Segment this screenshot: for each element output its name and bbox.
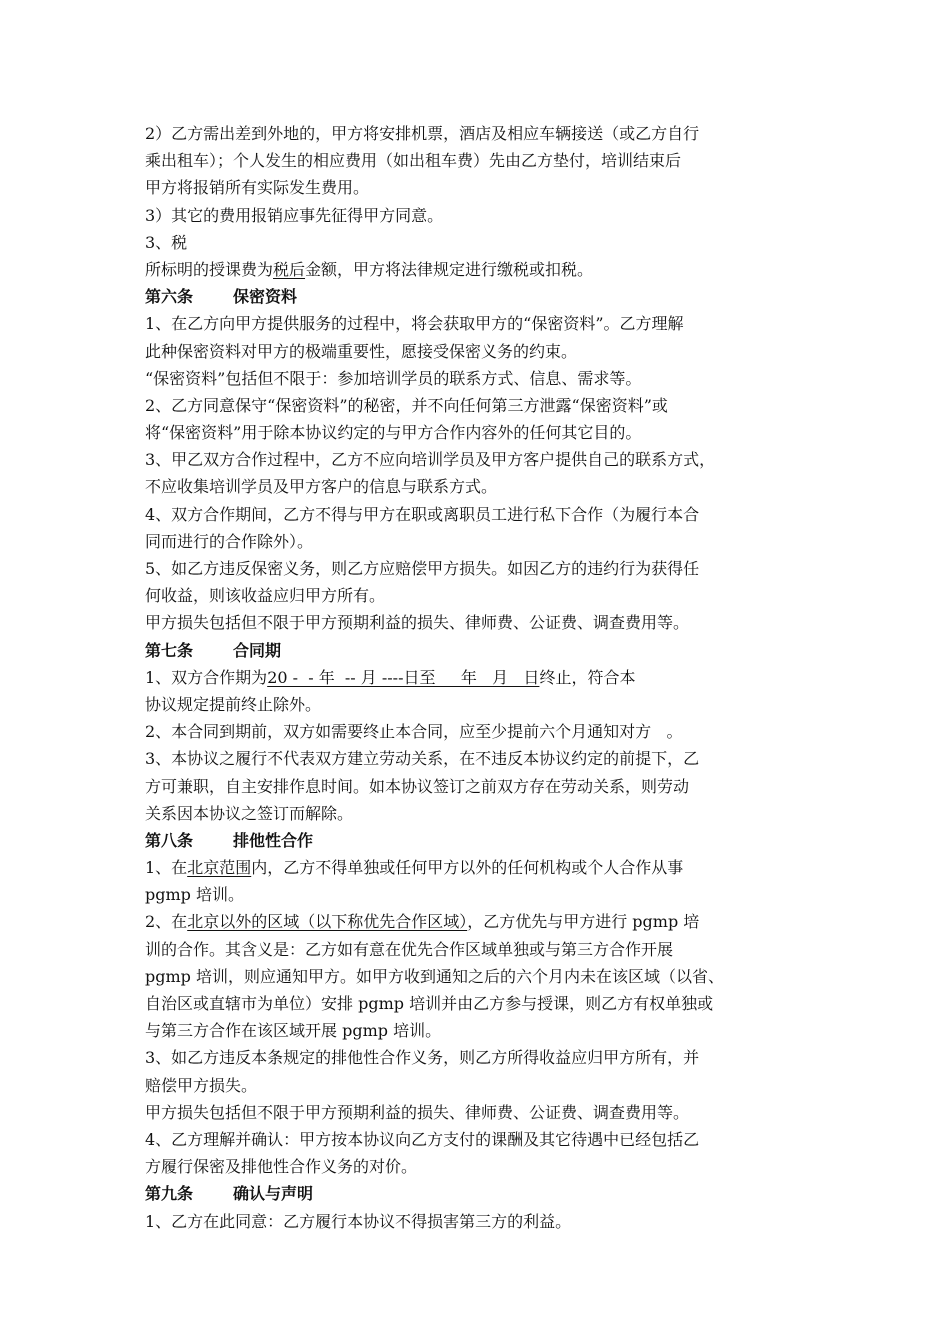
text-line: 4、双方合作期间，乙方不得与甲方在职或离职员工进行私下合作（为履行本合 [145, 504, 700, 524]
text-line: 将“保密资料”用于除本协议约定的与甲方合作内容外的任何其它目的。 [145, 423, 642, 443]
underlined-text: 20 - - 年 -- 月 ----日至 年 月 日 [267, 667, 540, 687]
text-line: 训的合作。其含义是：乙方如有意在优先合作区域单独或与第三方合作开展 [145, 939, 674, 959]
underlined-text: 税后 [273, 259, 306, 279]
text-segment: 2、在 [145, 912, 188, 932]
text-line: 4、乙方理解并确认：甲方按本协议向乙方支付的课酬及其它待遇中已经包括乙 [145, 1129, 700, 1149]
text-segment: 1、在 [145, 858, 188, 878]
text-line: 此种保密资料对甲方的极端重要性，愿接受保密义务的约束。 [145, 341, 578, 361]
section-number: 第九条 [145, 1184, 194, 1204]
section-title: 确认与声明 [233, 1184, 314, 1204]
text-segment: 内，乙方不得单独或任何甲方以外的任何机构或个人合作从事 [251, 858, 684, 878]
text-line: 自治区或直辖市为单位）安排 pgmp 培训并由乙方参与授课，则乙方有权单独或 [145, 994, 714, 1013]
text-line: 2、乙方同意保守“保密资料”的秘密，并不向任何第三方泄露“保密资料”或 [145, 395, 668, 415]
underlined-text: 北京以外的区域（以下称优先合作区域） [187, 912, 468, 932]
text-line: 1、乙方在此同意：乙方履行本协议不得损害第三方的利益。 [145, 1211, 572, 1231]
text-line: 关系因本协议之签订而解除。 [145, 803, 354, 823]
text-line: 3）其它的费用报销应事先征得甲方同意。 [145, 205, 444, 225]
text-segment: 1、双方合作期为 [145, 667, 268, 687]
text-line: 3、本协议之履行不代表双方建立劳动关系，在不违反本协议约定的前提下，乙 [145, 749, 700, 769]
section-title: 排他性合作 [233, 830, 314, 850]
text-segment: 所标明的授课费为 [145, 259, 274, 279]
text-segment: 金额，甲方将法律规定进行缴税或扣税。 [305, 259, 594, 279]
text-line: 赔偿甲方损失。 [145, 1075, 258, 1095]
text-line: 甲方损失包括但不限于甲方预期利益的损失、律师费、公证费、调查费用等。 [145, 1102, 690, 1122]
section-number: 第七条 [145, 640, 194, 660]
section-heading [145, 827, 815, 854]
text-line: 3、如乙方违反本条规定的排他性合作义务，则乙方所得收益应归甲方所有，并 [145, 1048, 700, 1068]
section-title: 保密资料 [233, 287, 298, 307]
section-heading [145, 283, 815, 310]
text-line: 乘出租车）；个人发生的相应费用（如出租车费）先由乙方垫付，培训结束后 [145, 151, 682, 171]
text-line: 方履行保密及排他性合作义务的对价。 [145, 1157, 418, 1177]
text-line: 3、甲乙双方合作过程中，乙方不应向培训学员及甲方客户提供自己的联系方式， [145, 450, 716, 470]
section-heading [145, 1180, 815, 1207]
text-line: 甲方将报销所有实际发生费用。 [145, 178, 370, 198]
text-line: 方可兼职，自主安排作息时间。如本协议签订之前双方存在劳动关系，则劳动 [145, 776, 690, 796]
text-line [145, 664, 815, 691]
text-line: pgmp 培训，则应通知甲方。如甲方收到通知之后的六个月内未在该区域（以省、 [145, 966, 724, 986]
text-line: pgmp 培训。 [145, 885, 244, 905]
text-line: 与第三方合作在该区域开展 pgmp 培训。 [145, 1021, 442, 1041]
text-line: 1、在乙方向甲方提供服务的过程中，将会获取甲方的“保密资料”。乙方理解 [145, 314, 684, 334]
underlined-text: 北京范围 [187, 858, 252, 878]
text-line: 5、如乙方违反保密义务，则乙方应赔偿甲方损失。如因乙方的违约行为获得任 [145, 559, 700, 578]
document-body [145, 120, 815, 1235]
section-title: 合同期 [233, 640, 282, 660]
text-line: “保密资料”包括但不限于：参加培训学员的联系方式、信息、需求等。 [145, 368, 642, 388]
text-line: 不应收集培训学员及甲方客户的信息与联系方式。 [145, 477, 498, 497]
text-line: 2、本合同到期前，双方如需要终止本合同，应至少提前六个月通知对方 。 [145, 722, 683, 742]
section-heading [145, 637, 815, 664]
text-line: 同而进行的合作除外）。 [145, 531, 314, 551]
text-line: 何收益，则该收益应归甲方所有。 [145, 586, 386, 606]
text-line [145, 854, 815, 881]
text-segment: ，乙方优先与甲方进行 pgmp 培 [467, 912, 700, 932]
text-line: 2）乙方需出差到外地的，甲方将安排机票，酒店及相应车辆接送（或乙方自行 [145, 124, 700, 143]
section-number: 第八条 [145, 830, 194, 850]
text-line [145, 256, 815, 283]
text-segment: 终止，符合本 [539, 667, 636, 687]
text-line [145, 908, 815, 935]
text-line: 协议规定提前终止除外。 [145, 694, 322, 714]
text-line: 3、税 [145, 232, 188, 252]
section-number: 第六条 [145, 287, 194, 307]
text-line: 甲方损失包括但不限于甲方预期利益的损失、律师费、公证费、调查费用等。 [145, 613, 690, 633]
